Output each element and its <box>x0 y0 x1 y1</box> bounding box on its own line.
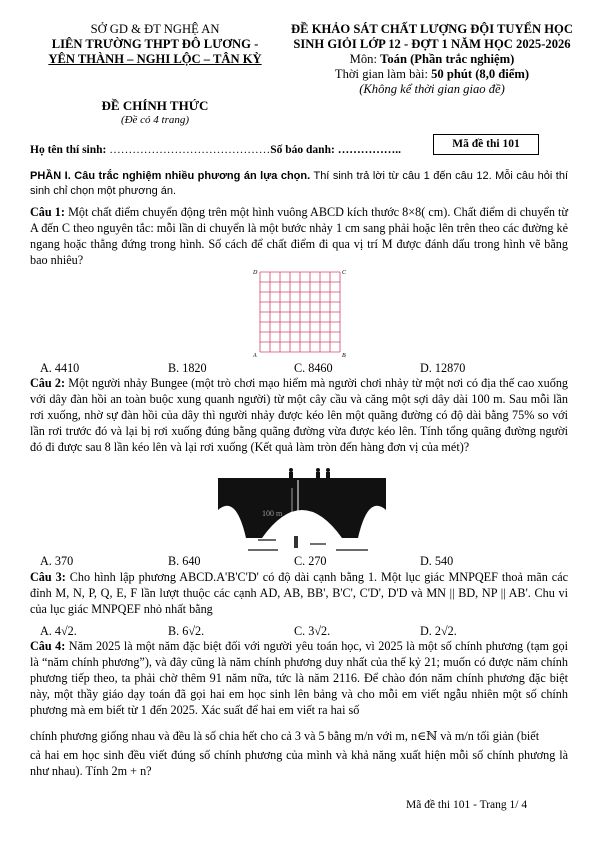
school-line2: YÊN THÀNH – NGHI LỘC – TÂN KỲ <box>48 52 262 66</box>
bungee-bridge-figure <box>218 466 386 554</box>
option-c[interactable]: C. 270 <box>294 554 327 568</box>
time-line: Thời gian làm bài: 50 phút (8,0 điểm) <box>334 67 530 81</box>
q1-options <box>40 360 560 376</box>
option-d[interactable]: D. 12870 <box>420 361 466 375</box>
student-name-line: Họ tên thí sinh: ……………………………………Số báo danh: …………….. <box>30 144 401 156</box>
rope-length-label: 100 m <box>262 509 283 518</box>
school-header <box>20 22 290 67</box>
option-c[interactable]: C. 8460 <box>294 361 333 375</box>
corner-A: A <box>253 353 257 358</box>
exam-title-2: SINH GIỎI LỚP 12 - ĐỢT 1 NĂM HỌC 2025-2026 <box>293 37 571 51</box>
time: 50 phút (8,0 điểm) <box>431 67 530 81</box>
question-4 <box>30 638 568 718</box>
subject: Toán (Phần trắc nghiệm) <box>380 52 515 66</box>
question-3 <box>30 569 568 617</box>
official-label: ĐỀ CHÍNH THỨC <box>101 98 209 113</box>
question-4-line3: cả hai em học sinh đều viết đúng số chính phương của mình và khả năng xuất hiện mỗi số chính phương là như nhau). Tính 2m + n? <box>30 748 568 779</box>
option-b[interactable]: B. 640 <box>168 554 201 568</box>
page-count: (Đề có 4 trang) <box>120 114 190 126</box>
option-b[interactable]: B. 6√2. <box>168 624 205 638</box>
option-a[interactable]: A. 370 <box>40 554 74 568</box>
option-d[interactable]: D. 540 <box>420 554 454 568</box>
subject-line: Môn: Toán (Phần trắc nghiệm) <box>349 52 515 66</box>
part1-heading: PHẦN I. Câu trắc nghiệm nhiều phương án lựa chọn. Thí sinh trả lời từ câu 1 đến câu 12. Mỗi câu hỏi thí sinh chỉ chọn một phương án. <box>30 170 568 197</box>
question-text: Một người nhảy Bungee (một trò chơi mạo hiểm mà người chơi nhảy từ một nơi có địa thế cao xuống với dây đàn hồi an toàn buộc xung quanh người) từ một cây cầu và căng một sợi dây dài 100 m. Sau mỗi lần rơi xuống, nhờ sự đàn hồi của dây thì người nhảy được kéo lên một quãng đường có độ dài bằng 75% so với lần rơi trước đó và lại bị rơi xuống đúng bằng quãng đường vừa được kéo lên. Tính tổng quãng đường người đó đi được sau 8 lần kéo lên và lại rơi xuống (Kết quả làm tròn đến hàng đơn vị của mét)? <box>30 376 569 455</box>
people-silhouettes <box>289 468 330 478</box>
q2-options <box>40 553 560 569</box>
question-label: Câu 1: <box>30 205 65 219</box>
option-b[interactable]: B. 1820 <box>168 361 207 375</box>
option-a[interactable]: A. 4410 <box>40 361 80 375</box>
question-text: Cho hình lập phương ABCD.A'B'C'D' có độ dài cạnh bằng 1. Một lục giác MNPQEF thoả mãn các đỉnh M, N, P, Q, E, F lần lượt thuộc các cạnh AD, AB, BB', B'C', C'D', D'D và MN || BD, NP || AB'. Chu vi của lục giác MNPQEF nhỏ nhất bằng <box>30 570 569 617</box>
question-label: Câu 3: <box>30 570 66 584</box>
corner-B: B <box>342 353 346 358</box>
question-1 <box>30 204 568 268</box>
school-line1: LIÊN TRƯỜNG THPT ĐÔ LƯƠNG - <box>51 37 259 51</box>
time-note: (Không kể thời gian giao đề) <box>359 82 505 96</box>
grid-figure <box>248 266 348 358</box>
exam-header <box>282 22 582 97</box>
corner-D: D <box>253 270 258 276</box>
option-c[interactable]: C. 3√2. <box>294 624 331 638</box>
exam-code-box: Mã đề thi 101 <box>433 134 539 155</box>
department: SỞ GD & ĐT NGHỆ AN <box>90 22 220 36</box>
question-4-line2: chính phương giống nhau và đều là số chia hết cho cả 3 và 5 bằng m/n với m, n∈ℕ và m/n tối giản (biết <box>30 729 540 743</box>
question-label: Câu 4: <box>30 639 66 653</box>
question-text-1: Năm 2025 là một năm đặc biệt đối với người yêu toán học, vì 2025 là một số chính phương (tạm gọi là “năm chính phương”), và đây cũng là năm chính phương duy nhất của thế kỷ 21; muốn có được năm chính phương tiếp theo, ta phải chờ thêm 91 năm nữa, tức là năm 2116. Để chào đón năm chính phương đặc biệt này, một thầy giáo dạy toán đã gọi hai em học sinh lên bảng và cho mỗi em viết ngẫu nhiên một số chính phương mà em biết từ 1 đến 2025. Xác suất để hai em viết ra hai số <box>30 639 569 718</box>
option-a[interactable]: A. 4√2. <box>40 624 77 638</box>
question-text: Một chất điểm chuyển động trên một hình vuông ABCD kích thước 8×8( cm). Chất điểm di chuyển từ A đến C theo nguyên tắc: mỗi lần di chuyển là một bước nhảy 1 cm sang phải hoặc lên trên theo các đường kẻ ngang hoặc thẳng đứng trong hình. Số cách để chất điểm đi qua vị trí M được đánh dấu trong hình vẽ bằng bao nhiêu? <box>30 205 569 268</box>
exam-title-1: ĐỀ KHẢO SÁT CHẤT LƯỢNG ĐỘI TUYỂN HỌC <box>291 22 573 36</box>
page-footer: Mã đề thi 101 - Trang 1/ 4 <box>406 799 528 811</box>
corner-C: C <box>342 270 347 276</box>
question-label: Câu 2: <box>30 376 66 390</box>
question-2 <box>30 375 568 455</box>
q3-options <box>40 623 560 639</box>
option-d[interactable]: D. 2√2. <box>420 624 457 638</box>
